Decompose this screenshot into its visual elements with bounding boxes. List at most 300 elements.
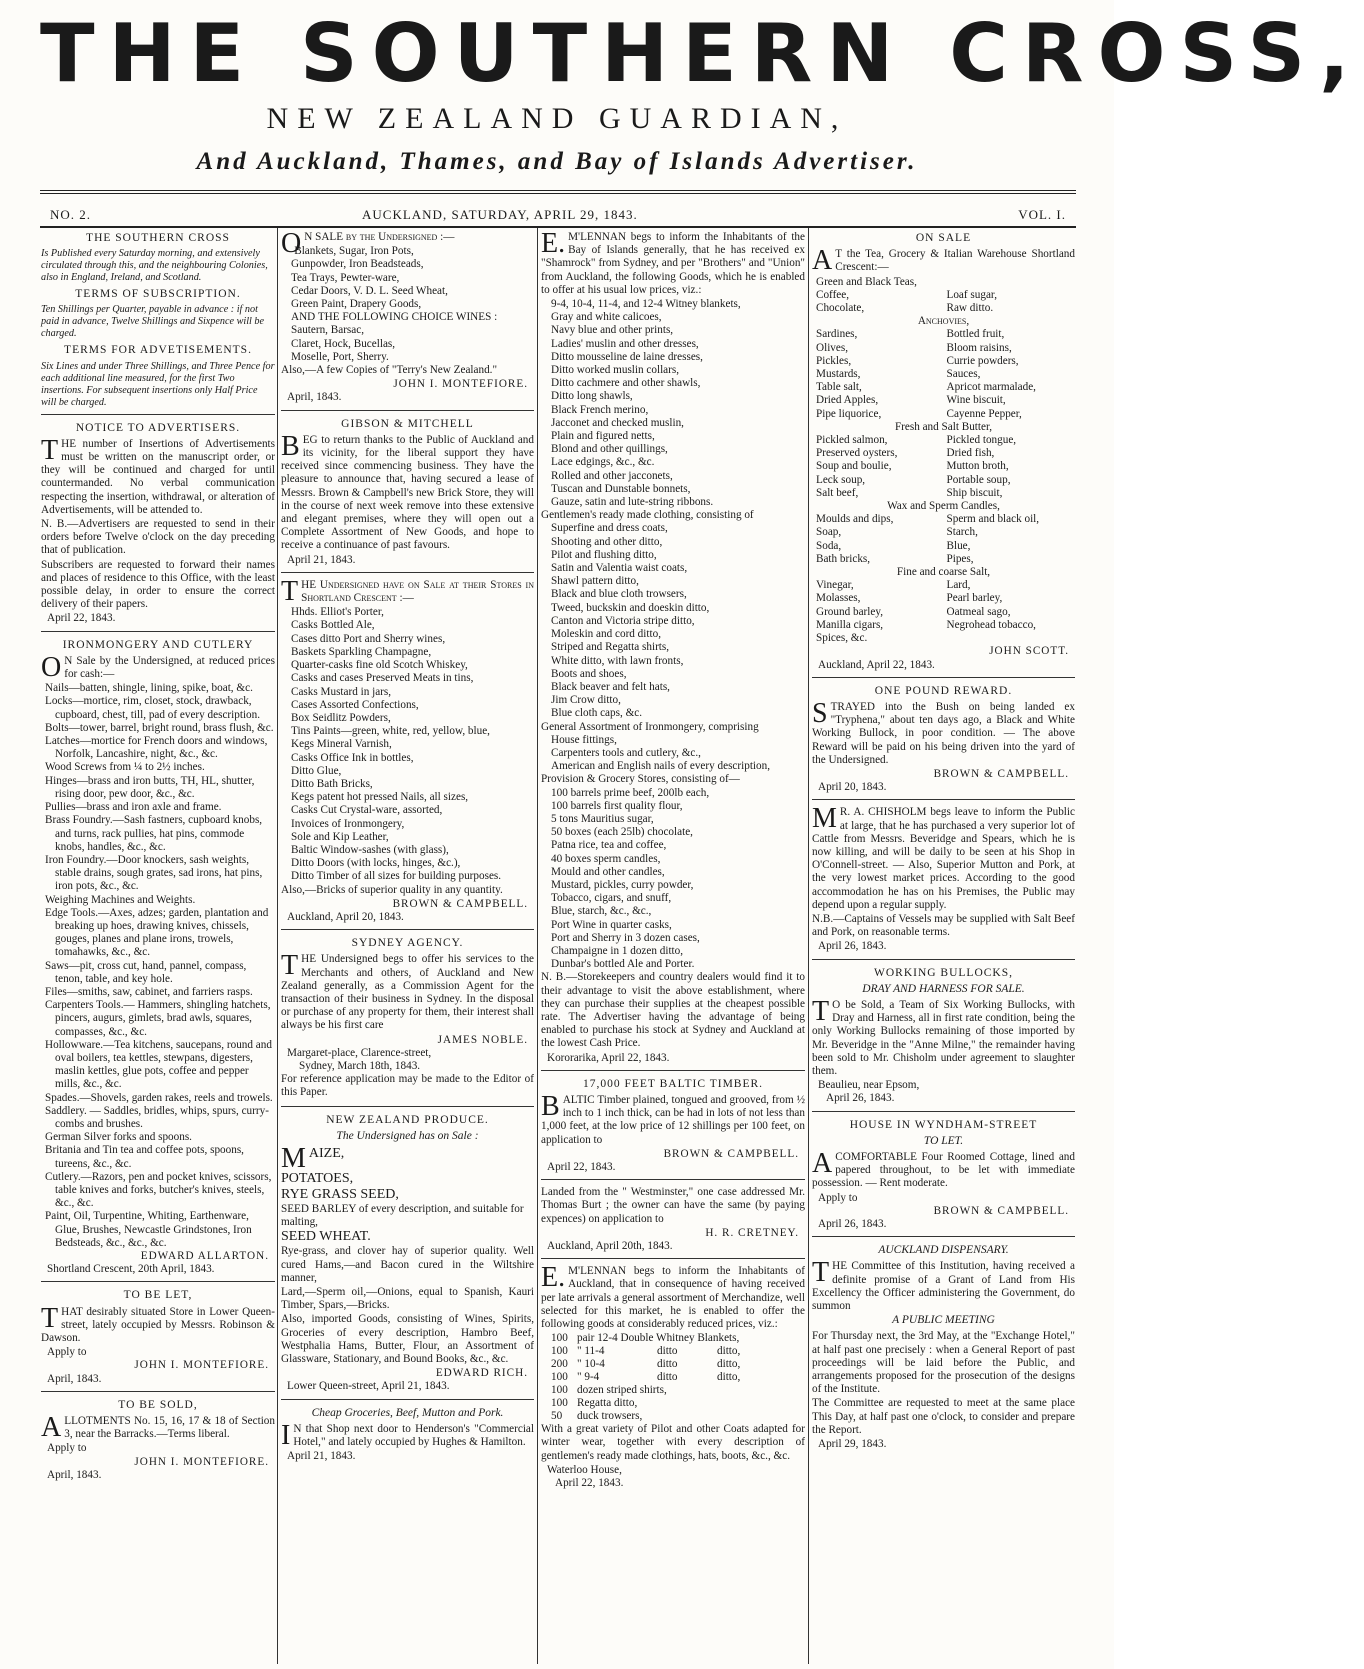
list-item: Sole and Kip Leather, bbox=[291, 830, 389, 843]
drop-cap: E. bbox=[541, 228, 566, 259]
list-item: Fresh and Salt Butter, bbox=[894, 420, 993, 433]
list-item: Vinegar, bbox=[816, 579, 854, 592]
ad-address: Margaret-place, Clarence-street, bbox=[287, 1046, 432, 1059]
ad-apply: Apply to bbox=[47, 1442, 87, 1455]
item-list bbox=[541, 734, 805, 774]
table-cell: 50 bbox=[551, 1410, 563, 1423]
advertisement bbox=[541, 1262, 805, 1495]
table-cell: 100 bbox=[551, 1397, 568, 1410]
ad-date: April, 1843. bbox=[47, 1468, 102, 1481]
ad-text: Provision & Grocery Stores, consisting of— bbox=[541, 773, 740, 786]
list-item: Carpenters Tools.— Hammers, shingling hatchets, pincers, augurs, gimlets, brad awls, squares, compasses, &c., &c. bbox=[45, 999, 271, 1038]
issue-date: AUCKLAND, SATURDAY, APRIL 29, 1843. bbox=[362, 207, 638, 222]
table-cell: " 10-4 bbox=[577, 1358, 605, 1371]
list-item: Blue cloth caps, &c. bbox=[551, 707, 643, 720]
table-cell: dozen striped shirts, bbox=[577, 1384, 667, 1397]
ad-date: April 26, 1843. bbox=[818, 940, 887, 953]
list-item: Jim Crow ditto, bbox=[551, 694, 621, 707]
ad-heading: IRONMONGERY AND CUTLERY bbox=[62, 638, 254, 651]
ad-heading: NEW ZEALAND PRODUCE. bbox=[326, 1113, 489, 1126]
list-item: Olives, bbox=[816, 341, 849, 354]
notice-text: Is Published every Saturday morning, and extensively circulated through this, and the neighbouring Colonies, also in England, Ireland, and Scotland. bbox=[41, 248, 268, 284]
list-item: RYE GRASS SEED, bbox=[281, 1187, 399, 1202]
table-cell: 100 bbox=[551, 1345, 568, 1358]
ad-heading: 17,000 FEET BALTIC TIMBER. bbox=[582, 1077, 764, 1090]
ad-signature: EDWARD ALLARTON. bbox=[140, 1250, 269, 1262]
list-item: AND THE FOLLOWING CHOICE WINES : bbox=[291, 311, 498, 324]
column-1 bbox=[41, 228, 275, 1664]
list-item: Mustards, bbox=[816, 368, 861, 381]
ad-address: Waterloo House, bbox=[547, 1463, 622, 1476]
list-item: Moleskin and cord ditto, bbox=[551, 628, 661, 641]
ad-text: With a great variety of Pilot and other Coats adapted for winter wear, together with every description of gentlemen's ready made clothings, hats, boots, &c., &c. bbox=[541, 1423, 805, 1462]
item-list bbox=[541, 522, 805, 720]
list-item: Ditto cachmere and other shawls, bbox=[551, 377, 701, 390]
ad-text: HE Undersigned have on Sale at their Stores in Shortland Crescent :— bbox=[301, 578, 534, 605]
list-item: 100 barrels first quality flour, bbox=[551, 799, 683, 812]
ad-date: April 26, 1843. bbox=[818, 1218, 887, 1231]
ad-heading: TO BE SOLD, bbox=[118, 1398, 198, 1411]
table-cell: ditto, bbox=[717, 1371, 741, 1384]
drop-cap: T bbox=[41, 434, 59, 466]
advertisement bbox=[41, 1395, 275, 1487]
ad-text: TRAYED into the Bush on being landed ex "Tryphena," about ten days ago, a Black and White Working Bullock, in poor condition. — The above Reward will be paid on his being driven into the yard of the Undersigned. bbox=[812, 700, 1075, 766]
column-4 bbox=[812, 228, 1075, 1664]
list-item: Hinges—brass and iron butts, TH, HL, shutter, rising door, pew door, &c., &c. bbox=[45, 774, 255, 800]
advertisement bbox=[812, 803, 1075, 959]
ad-date: April 22, 1843. bbox=[555, 1477, 624, 1490]
list-item: Pipe liquorice, bbox=[816, 407, 882, 420]
list-item: Hhds. Elliot's Porter, bbox=[291, 606, 384, 619]
list-item: Edge Tools.—Axes, adzes; garden, plantation and breaking up hoes, drawing knives, chissels, gouges, planes and plane irons, trowels, tomahawks, &c., &c. bbox=[45, 906, 269, 959]
ad-text: COMFORTABLE Four Roomed Cottage, lined and papered throughout, to be let with immediate possession. — Rent moderate. bbox=[812, 1151, 1075, 1190]
ad-text: LLOTMENTS No. 15, 16, 17 & 18 of Section 3, near the Barracks.—Terms liberal. bbox=[64, 1415, 275, 1441]
list-item: Spices, &c. bbox=[816, 632, 868, 645]
newspaper-tagline: And Auckland, Thames, and Bay of Islands Advertiser. bbox=[196, 148, 918, 175]
drop-cap: M bbox=[812, 803, 837, 835]
list-item: House fittings, bbox=[551, 733, 617, 746]
table-cell: ditto bbox=[657, 1358, 678, 1371]
masthead-rule bbox=[40, 190, 1076, 194]
list-item: Rolled and other jacconets, bbox=[551, 469, 673, 482]
column-rule bbox=[277, 228, 278, 1664]
ad-text: HAT desirably situated Store in Lower Queen-street, lately occupied by Messrs. Robinson & Dawson. bbox=[41, 1305, 275, 1345]
list-item: Mutton broth, bbox=[946, 460, 1009, 473]
list-item: White ditto, with lawn fronts, bbox=[551, 654, 684, 667]
list-item: Blankets, Sugar, Iron Pots, bbox=[294, 245, 414, 258]
list-item: Cutlery.—Razors, pen and pocket knives, scissors, table knives and forks, butcher's knives, steels, &c., &c. bbox=[45, 1170, 272, 1210]
list-item: Pilot and flushing ditto, bbox=[551, 548, 657, 561]
list-item: Bottled fruit, bbox=[946, 328, 1005, 341]
advertisement bbox=[812, 963, 1075, 1112]
list-item: Casks Mustard in jars, bbox=[291, 685, 392, 698]
list-item: Locks—mortice, rim, closet, stock, drawback, cupboard, chest, till, pad of every description. bbox=[45, 695, 261, 721]
ad-heading: ON SALE bbox=[915, 232, 972, 244]
table-cell: 200 bbox=[551, 1358, 568, 1371]
list-item: Boots and shoes, bbox=[551, 667, 627, 680]
list-item: Tuscan and Dunstable bonnets, bbox=[551, 482, 691, 495]
ad-signature: BROWN & CAMPBELL. bbox=[392, 897, 528, 910]
list-item: Anchovies, bbox=[917, 315, 970, 328]
ad-text: R. A. CHISHOLM begs leave to inform the Public at large, that he has purchased a very superior lot of Cattle from Messrs. Beveridge and Spears, which he is now killing, and will be daily to be seen at his Shop in O'Connell-street. — Also, Superior Mutton and Pork, at the very lowest market prices. According to the good accommodation he has on his Premises, the Public may depend upon a regular supply. bbox=[812, 806, 1075, 911]
ad-heading: ONE POUND REWARD. bbox=[874, 684, 1013, 697]
list-item: 9-4, 10-4, 11-4, and 12-4 Witney blankets, bbox=[551, 298, 741, 311]
list-item: Black beaver and felt hats, bbox=[551, 680, 670, 693]
list-item: Sautern, Barsac, bbox=[291, 324, 365, 337]
ad-date: April 26, 1843. bbox=[826, 1092, 895, 1105]
goods-grid bbox=[812, 434, 1075, 500]
list-item: Wax and Sperm Candles, bbox=[887, 500, 1000, 513]
list-item: Green Paint, Drapery Goods, bbox=[291, 298, 422, 311]
goods-grid bbox=[812, 328, 1075, 420]
list-item: Brass Foundry.—Sash fastners, cupboard knobs, and turns, rack pullies, hat pins, commode knobs, handles, &c., &c. bbox=[45, 814, 263, 853]
advertisement bbox=[281, 1403, 534, 1469]
list-item: Jacconet and checked muslin, bbox=[551, 416, 684, 429]
list-item: Apricot marmalade, bbox=[946, 381, 1036, 394]
list-item: Coffee, bbox=[816, 288, 850, 301]
list-item: 40 boxes sperm candles, bbox=[551, 852, 661, 865]
list-item: Tea Trays, Pewter-ware, bbox=[291, 271, 400, 284]
ad-text: M'LENNAN begs to inform the Inhabitants of the Bay of Islands generally, that he has received ex "Shamrock" from Sydney, and per "Brothers" and "Union" from Auckland, the following Goods, which he is enabled to offer at his usual low prices, viz.: bbox=[541, 231, 805, 296]
list-item: Cases Assorted Confections, bbox=[291, 698, 419, 711]
ad-signature: BROWN & CAMPBELL. bbox=[663, 1147, 799, 1160]
list-item: Tobacco, cigars, and snuff, bbox=[551, 892, 672, 905]
advertisement bbox=[541, 1183, 805, 1259]
list-item: Claret, Hock, Bucellas, bbox=[291, 337, 396, 350]
column-rule bbox=[808, 228, 809, 1664]
list-item: Kegs Mineral Varnish, bbox=[291, 738, 392, 751]
list-item: Black French merino, bbox=[551, 403, 649, 416]
table-cell: duck trowsers, bbox=[577, 1410, 643, 1423]
ad-date: April, 1843. bbox=[47, 1372, 102, 1385]
list-item: 100 barrels prime beef, 200lb each, bbox=[551, 786, 710, 799]
ad-text: N.B.—Captains of Vessels may be supplied with Salt Beef and Pork, on reasonable terms. bbox=[812, 912, 1075, 939]
list-item: Pickled salmon, bbox=[816, 434, 888, 447]
ad-date: Lower Queen-street, April 21, 1843. bbox=[287, 1380, 450, 1393]
item-list bbox=[41, 682, 275, 1250]
list-item: Gray and white calicoes, bbox=[551, 311, 662, 324]
list-item: Shooting and other ditto, bbox=[551, 535, 663, 548]
list-item: Currie powders, bbox=[946, 354, 1019, 367]
ad-text: For reference application may be made to the Editor of this Paper. bbox=[281, 1073, 534, 1099]
drop-cap: A bbox=[812, 245, 833, 277]
list-item: Port Wine in quarter casks, bbox=[551, 918, 672, 931]
ad-text: HE Undersigned begs to offer his services to the Merchants and others, of Auckland and New Zealand generally, as a Commission Agent for the transaction of their business in Sydney. In the disposal or purchase of any property for them, their interest shall always be his first care bbox=[281, 953, 534, 1032]
ad-text: HE number of Insertions of Advertisements must be written on the manuscript order, or they will be continued and charged for until countermanded. No verbal communication respecting the insertion, withdrawal, or alteration of Advertisements, will be attended to. bbox=[41, 437, 275, 516]
ad-heading: SYDNEY AGENCY. bbox=[351, 937, 464, 950]
list-item: Casks Cut Crystal-ware, assorted, bbox=[291, 804, 443, 817]
advertisement bbox=[812, 1240, 1075, 1456]
list-item: Oatmeal sago, bbox=[946, 605, 1011, 618]
ad-address: Beaulieu, near Epsom, bbox=[818, 1079, 920, 1092]
list-item: Casks Office Ink in bottles, bbox=[291, 751, 414, 764]
list-item: Pickled tongue, bbox=[946, 434, 1017, 447]
list-item: Blue, bbox=[946, 539, 971, 552]
advertisement bbox=[541, 1074, 805, 1180]
list-item: Ladies' muslin and other dresses, bbox=[551, 337, 699, 350]
list-item: Negrohead tobacco, bbox=[946, 618, 1036, 631]
list-item: Soup and boulie, bbox=[816, 460, 892, 473]
ad-heading: WORKING BULLOCKS, bbox=[873, 966, 1014, 979]
list-item: POTATOES, bbox=[281, 1171, 354, 1186]
list-item: Shawl pattern ditto, bbox=[551, 575, 639, 588]
list-item: Dried fish, bbox=[946, 447, 995, 460]
list-item: Chocolate, bbox=[816, 302, 865, 315]
list-item: German Silver forks and spoons. bbox=[45, 1131, 192, 1144]
list-item: Black and blue cloth trowsers, bbox=[551, 588, 687, 601]
advertisement bbox=[281, 576, 534, 930]
ad-subheading: TO LET. bbox=[923, 1134, 964, 1147]
item-list bbox=[541, 298, 805, 509]
drop-cap: B bbox=[541, 1091, 560, 1122]
ad-signature: JOHN SCOTT. bbox=[989, 645, 1069, 658]
ad-text: EG to return thanks to the Public of Auckland and its vicinity, for the liberal support they have received since commencing business. They have the pleasure to announce that, having secured a lease of Messrs. Brown & Campbell's new Brick Store, they will in the course of next week remove into these extensive and elegant premises, where they will open out a Complete Assortment of New Goods, and hope to receive a continuance of past favours. bbox=[281, 433, 534, 552]
ad-date: April 20, 1843. bbox=[818, 781, 887, 794]
ad-text: ALTIC Timber plained, tongued and grooved, from ½ inch to 1 inch thick, can be had in lots of not less than 1,000 feet, at the low price of 12 shillings per 100 feet, on application to bbox=[541, 1094, 805, 1146]
table-cell: ditto bbox=[657, 1371, 678, 1384]
table-cell: ditto, bbox=[717, 1345, 741, 1358]
notice-heading: THE SOUTHERN CROSS bbox=[86, 232, 230, 244]
list-item: Ship biscuit, bbox=[946, 486, 1003, 499]
list-item: Tins Paints—green, white, red, yellow, blue, bbox=[291, 725, 490, 738]
table-row bbox=[551, 1397, 740, 1410]
dateline bbox=[44, 205, 1072, 225]
list-item: Paint, Oil, Turpentine, Whiting, Earthenware, Glue, Brushes, Newcastle Grindstones, Iron Bedsteads, &c., &c., &c. bbox=[45, 1210, 252, 1249]
table-cell: 100 bbox=[551, 1384, 568, 1397]
ad-apply: Apply to bbox=[818, 1191, 858, 1204]
list-item: Dunbar's bottled Ale and Porter. bbox=[551, 958, 695, 971]
table-row bbox=[551, 1371, 740, 1384]
ad-text: Landed from the " Westminster," one case addressed Mr. Thomas Burt ; the owner can have the same (by paying expences) on application to bbox=[541, 1186, 805, 1225]
list-item: Bath bricks, bbox=[816, 552, 871, 565]
list-item: Casks Bottled Ale, bbox=[291, 619, 375, 632]
drop-cap: T bbox=[812, 995, 830, 1027]
volume-number: VOL. I. bbox=[1018, 207, 1066, 222]
list-item: Moselle, Port, Sherry. bbox=[291, 350, 389, 363]
table-row bbox=[551, 1358, 740, 1371]
ad-signature: JOHN I. MONTEFIORE. bbox=[393, 378, 528, 391]
ad-heading: TO BE LET, bbox=[123, 1289, 193, 1302]
drop-cap: T bbox=[812, 1257, 830, 1289]
ad-date: April 22, 1843. bbox=[47, 612, 116, 625]
list-item: Mustard, pickles, curry powder, bbox=[551, 878, 694, 891]
list-item: Pickles, bbox=[816, 354, 852, 367]
drop-cap: A bbox=[812, 1148, 833, 1179]
list-item: Gunpowder, Iron Beadsteads, bbox=[291, 258, 424, 271]
item-list bbox=[541, 787, 805, 972]
ad-text: M'LENNAN begs to inform the Inhabitants of Auckland, that in consequence of having received per late arrivals a general assortment of Merchandize, well selected for this market, he is enabled to offer the following goods at considerably reduced prices, viz.: bbox=[541, 1265, 805, 1331]
ad-date: Sydney, March 18th, 1843. bbox=[299, 1059, 421, 1072]
ad-date: Auckland, April 20th, 1843. bbox=[547, 1240, 673, 1253]
ad-text: Lard,—Sperm oil,—Onions, equal to Spanish, Kauri Timber, Spars,—Bricks. bbox=[281, 1286, 534, 1312]
list-item: Plain and figured netts, bbox=[551, 430, 655, 443]
table-row bbox=[551, 1345, 740, 1358]
drop-cap: I bbox=[281, 1419, 291, 1451]
ad-text: T the Tea, Grocery & Italian Warehouse Shortland Crescent:— bbox=[835, 248, 1075, 274]
terms-heading: TERMS OF SUBSCRIPTION. bbox=[75, 288, 241, 301]
table-cell: " 9-4 bbox=[577, 1371, 600, 1384]
advertisement bbox=[281, 414, 534, 573]
ad-heading: Cheap Groceries, Beef, Mutton and Pork. bbox=[311, 1406, 504, 1419]
ad-signature: JAMES NOBLE. bbox=[437, 1033, 528, 1046]
list-item: Cases ditto Port and Sherry wines, bbox=[291, 632, 446, 645]
list-item: Ditto Timber of all sizes for building purposes. bbox=[291, 870, 502, 883]
list-item: Port and Sherry in 3 dozen cases, bbox=[551, 931, 700, 944]
goods-grid bbox=[812, 579, 1075, 645]
list-item: Ditto long shawls, bbox=[551, 390, 633, 403]
table-row bbox=[551, 1410, 740, 1423]
list-item: Lace edgings, &c., &c. bbox=[551, 456, 655, 469]
list-item: Green and Black Teas, bbox=[816, 275, 917, 288]
list-item: Soda, bbox=[816, 539, 842, 552]
advertisement bbox=[281, 933, 534, 1106]
list-item: Weighing Machines and Weights. bbox=[45, 893, 196, 906]
list-item: Iron Foundry.—Door knockers, sash weights, stable drains, sough grates, sad irons, hat pins, iron pots, &c., &c. bbox=[45, 853, 263, 893]
terms-text: Six Lines and under Three Shillings, and Three Pence for each additional line measured, for the first Two insertions. For subsequent insertions only Half Price will be charged. bbox=[41, 360, 275, 408]
list-item: Lard, bbox=[946, 579, 971, 592]
ad-date: Auckland, April 20, 1843. bbox=[287, 910, 404, 923]
ad-text: For Thursday next, the 3rd May, at the "Exchange Hotel," at half past one precisely : when a General Report of past proceedings will be laid before the Public, and arrangements proposed for the prosecution of the designs of the Institute. bbox=[812, 1330, 1075, 1396]
list-item: Bolts—tower, barrel, bright round, brass flush, &c. bbox=[45, 721, 274, 734]
table-cell: pair 12-4 Double Whitney Blankets, bbox=[577, 1332, 740, 1345]
ad-text: N. B.—Storekeepers and country dealers would find it to their advantage to visit the above establishment, where they can purchase their supplies at the cheapest possible rate. The Advertiser having the advantage of being enabled to purchase his stock at Sydney and Auckland at the lowest Cash Price. bbox=[541, 971, 805, 1050]
list-item: Ground barley, bbox=[816, 605, 883, 618]
ad-date: April, 1843. bbox=[287, 391, 342, 404]
ad-text: N SALE by the Undersigned :— bbox=[304, 231, 455, 243]
table-cell: 100 bbox=[551, 1371, 568, 1384]
goods-grid bbox=[812, 513, 1075, 566]
drop-cap: T bbox=[281, 575, 299, 607]
table-cell: ditto, bbox=[717, 1358, 741, 1371]
list-item: Loaf sugar, bbox=[946, 288, 997, 301]
list-item: Blue, starch, &c., &c., bbox=[551, 905, 652, 918]
ad-heading: AUCKLAND DISPENSARY. bbox=[878, 1244, 1009, 1257]
list-item: Sardines, bbox=[816, 328, 858, 341]
ad-text: Also,—A few Copies of "Terry's New Zealand." bbox=[281, 364, 498, 377]
item-list bbox=[281, 606, 534, 883]
ad-date: Kororarika, April 22, 1843. bbox=[547, 1051, 670, 1064]
drop-cap: O bbox=[281, 228, 302, 259]
drop-cap: T bbox=[41, 1302, 59, 1334]
ad-text: Also,—Bricks of superior quality in any quantity. bbox=[281, 883, 503, 896]
drop-cap: S bbox=[812, 697, 828, 729]
list-item: Blond and other quillings, bbox=[551, 443, 668, 456]
ad-heading: GIBSON & MITCHELL bbox=[341, 417, 474, 430]
ad-date: April 22, 1843. bbox=[547, 1161, 616, 1174]
list-item: Invoices of Ironmongery, bbox=[291, 817, 405, 830]
table-cell: " 11-4 bbox=[577, 1345, 605, 1358]
list-item: Latches—mortice for French doors and windows, Norfolk, Lancashire, night, &c., &c. bbox=[45, 735, 268, 761]
list-item: Ditto Bath Bricks, bbox=[291, 777, 373, 790]
advertisement bbox=[812, 1115, 1075, 1238]
advertisement bbox=[281, 228, 534, 411]
table-cell: ditto bbox=[657, 1345, 678, 1358]
list-item: Molasses, bbox=[816, 592, 861, 605]
drop-cap: E. bbox=[541, 1262, 566, 1294]
ad-signature: BROWN & CAMPBELL. bbox=[933, 767, 1069, 780]
table-cell: Regatta ditto, bbox=[577, 1397, 638, 1410]
list-item: American and English nails of every description, bbox=[551, 760, 771, 773]
ad-apply: Apply to bbox=[47, 1346, 87, 1359]
table-cell: 100 bbox=[551, 1332, 568, 1345]
list-item: Wine biscuit, bbox=[946, 394, 1006, 407]
list-item: Raw ditto. bbox=[946, 302, 994, 315]
list-item: Leck soup, bbox=[816, 473, 866, 486]
list-item: 50 boxes (each 25lb) chocolate, bbox=[551, 826, 693, 839]
list-item: Striped and Regatta shirts, bbox=[551, 641, 670, 654]
advertisement bbox=[41, 635, 275, 1283]
publication-notice bbox=[41, 228, 275, 415]
list-item: Moulds and dips, bbox=[816, 513, 894, 526]
list-item: Kegs patent hot pressed Nails, all sizes, bbox=[291, 791, 469, 804]
ad-heading: NOTICE TO ADVERTISERS. bbox=[75, 421, 241, 434]
ad-text: The Committee are requested to meet at the same place This Day, at half past one o'clock, to consider and prepare the Report. bbox=[812, 1397, 1075, 1436]
table-row bbox=[551, 1332, 740, 1345]
ad-text: HE Committee of this Institution, having received a definite promise of a Grant of Land from His Excellency the Officer administering the Government, do summon bbox=[812, 1260, 1075, 1313]
advertisement bbox=[812, 681, 1075, 801]
ad-date: Auckland, April 22, 1843. bbox=[818, 658, 935, 671]
list-item: Ditto Doors (with locks, hinges, &c.), bbox=[291, 857, 461, 870]
drop-cap: O bbox=[41, 651, 62, 683]
list-item: Fine and coarse Salt, bbox=[896, 566, 991, 579]
list-item: Ditto Glue, bbox=[291, 764, 342, 777]
list-item: Baltic Window-sashes (with glass), bbox=[291, 843, 449, 856]
ad-date: Shortland Crescent, 20th April, 1843. bbox=[47, 1263, 215, 1276]
ad-date: April 21, 1843. bbox=[287, 553, 356, 566]
ad-subheading: A PUBLIC MEETING bbox=[892, 1314, 995, 1327]
list-item: Pipes, bbox=[946, 552, 974, 565]
ad-text: O be Sold, a Team of Six Working Bullocks, with Dray and Harness, all in first rate condition, being the only Working Bullocks remaining of those imported by Mr. Beveridge in the "Anne Milne," the remainder having been sold to Mr. Chisholm under agreement to slaughter them. bbox=[812, 998, 1075, 1077]
list-item: Ditto worked muslin collars, bbox=[551, 364, 680, 377]
terms-text: Ten Shillings per Quarter, payable in advance : if not paid in advance, Twelve Shillings and Sixpence will be charged. bbox=[41, 304, 265, 340]
ad-subheading: DRAY AND HARNESS FOR SALE. bbox=[862, 982, 1025, 995]
list-item: Table salt, bbox=[816, 381, 862, 394]
advertisement bbox=[41, 1285, 275, 1391]
ad-date: April 29, 1843. bbox=[818, 1438, 887, 1451]
goods-grid bbox=[812, 289, 1075, 315]
drop-cap: T bbox=[281, 950, 299, 982]
list-item: Navy blue and other prints, bbox=[551, 324, 674, 337]
list-item: Pullies—brass and iron axle and frame. bbox=[45, 801, 222, 814]
list-item: Bloom raisins, bbox=[946, 341, 1012, 354]
ad-signature: BROWN & CAMPBELL. bbox=[933, 1204, 1069, 1217]
ad-text: N. B.—Advertisers are requested to send in their orders before Twelve o'clock on the day preceding that of publication. bbox=[41, 518, 275, 557]
list-item: Cayenne Pepper, bbox=[946, 407, 1022, 420]
masthead bbox=[40, 7, 1364, 178]
ad-signature: EDWARD RICH. bbox=[435, 1367, 528, 1380]
list-item: Portable soup, bbox=[946, 473, 1011, 486]
terms-heading: TERMS FOR ADVETISEMENTS. bbox=[64, 344, 252, 357]
list-item: SEED WHEAT. bbox=[281, 1229, 371, 1245]
list-item: Manilla cigars, bbox=[816, 618, 884, 631]
list-item: AIZE, bbox=[308, 1146, 345, 1161]
list-item: Mould and other candles, bbox=[551, 865, 665, 878]
list-item: Canton and Victoria stripe ditto, bbox=[551, 614, 695, 627]
list-item: SEED BARLEY of every description, and suitable for malting, bbox=[281, 1203, 524, 1229]
ad-text: General Assortment of Ironmongery, comprising bbox=[541, 720, 759, 733]
table-row bbox=[551, 1384, 740, 1397]
list-item: Saddlery. — Saddles, bridles, whips, spurs, curry-combs and brushes. bbox=[45, 1104, 269, 1130]
ad-signature: H. R. CRETNEY. bbox=[705, 1226, 799, 1239]
column-3 bbox=[541, 228, 805, 1664]
list-item: Tweed, buckskin and doeskin ditto, bbox=[551, 601, 710, 614]
list-item: Nails—batten, shingle, lining, spike, boat, &c. bbox=[45, 682, 253, 695]
list-item: Salt beef, bbox=[816, 486, 859, 499]
list-item: Sperm and black oil, bbox=[946, 513, 1040, 526]
advertisement bbox=[541, 228, 805, 1071]
list-item: Wood Screws from ¼ to 2½ inches. bbox=[45, 761, 205, 774]
advertisement bbox=[281, 1110, 534, 1400]
